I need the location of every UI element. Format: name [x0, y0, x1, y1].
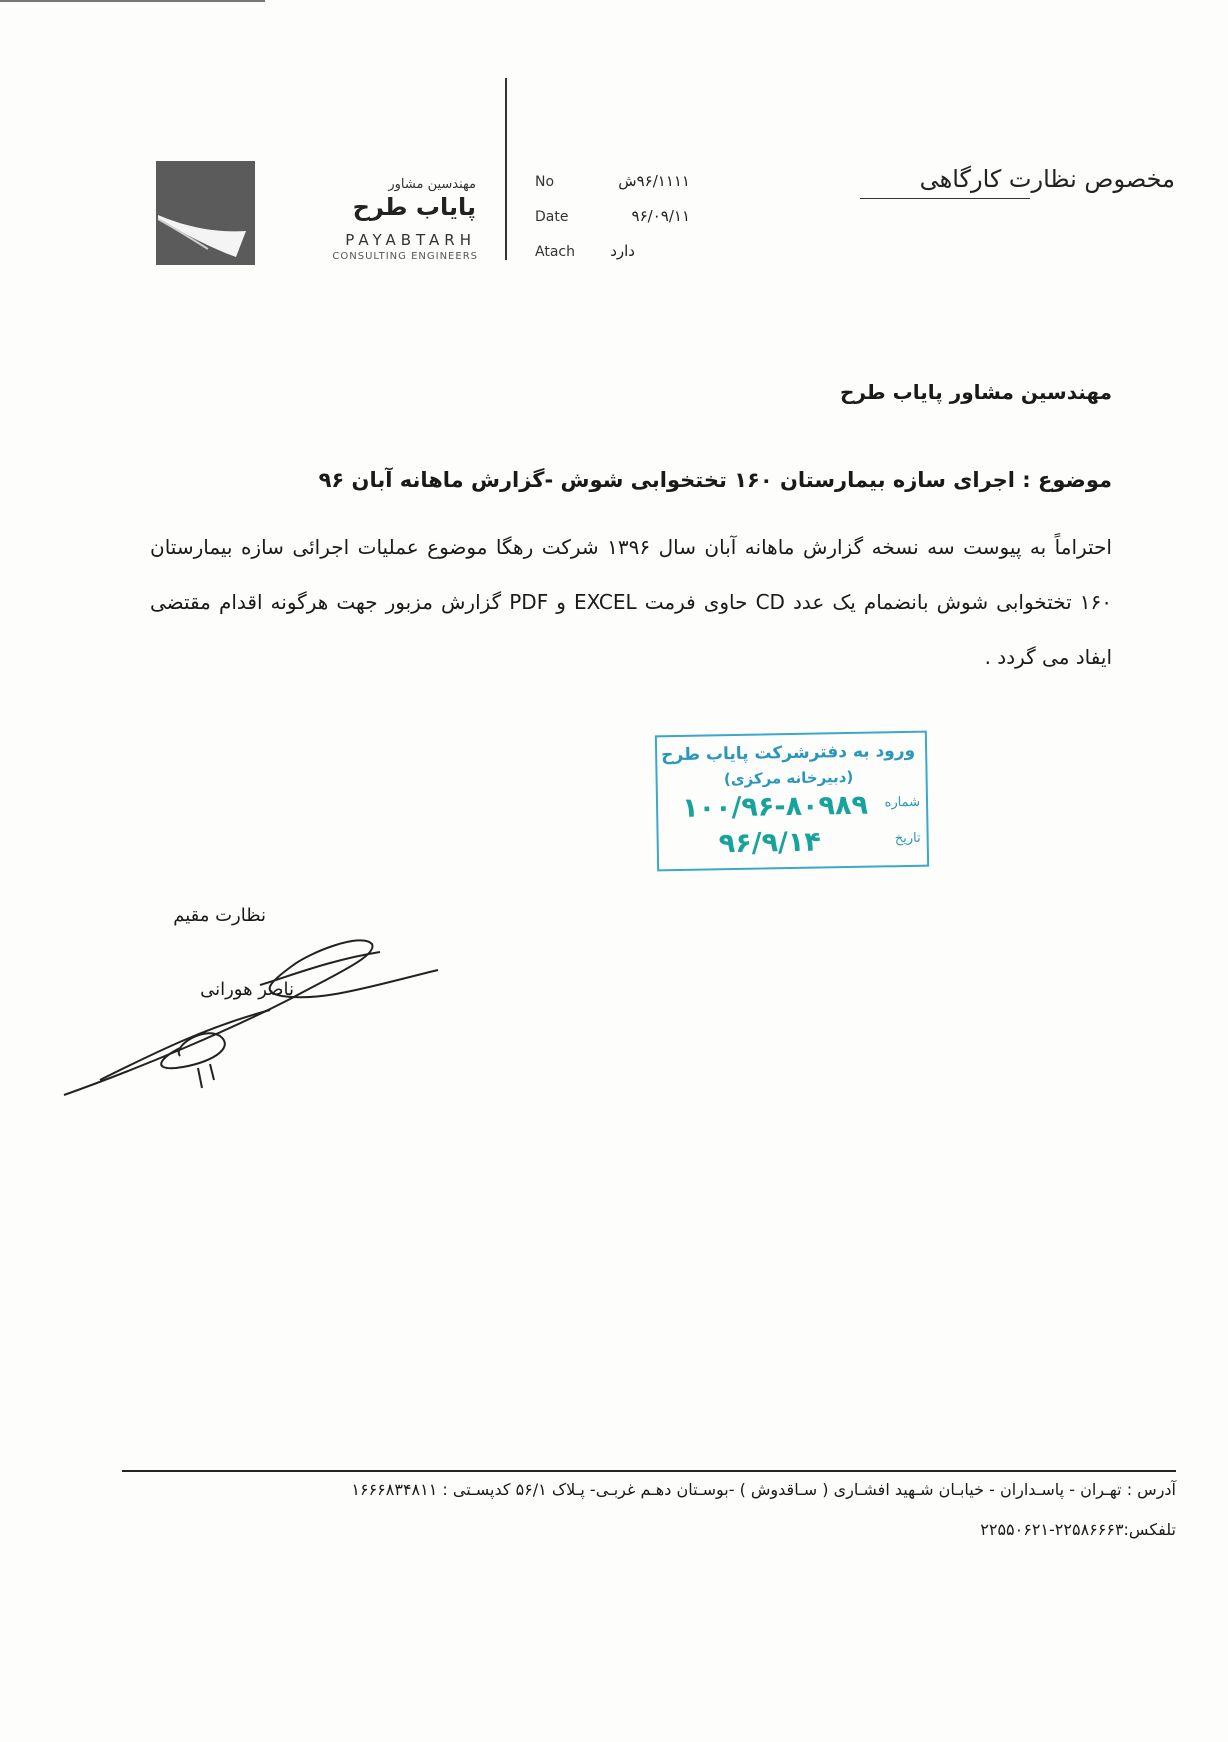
letter-date-value: ۹۶/۰۹/۱۱ — [631, 207, 690, 225]
letter-number-label: No — [535, 174, 555, 190]
logo-subtitle: CONSULTING ENGINEERS — [332, 251, 478, 262]
letter-date-label: Date — [535, 209, 569, 225]
stamp-number: ۱۰۰/۹۶-۸۰۹۸۹ — [681, 789, 869, 824]
letter-subject: موضوع : اجرای سازه بیمارستان ۱۶۰ تختخوابی شوش -گزارش ماهانه آبان ۹۶ — [318, 468, 1112, 492]
stamp-date-label: تاریخ — [894, 830, 921, 847]
scan-top-edge — [0, 0, 265, 2]
letter-body: احتراماً به پیوست سه نسخه گزارش ماهانه آبان سال ۱۳۹۶ شرکت رهگا موضوع عملیات اجرائی سازه بیمارستان ۱۶۰ تختخوابی شوش بانضمام یک عدد CD حاوی فرمت EXCEL و PDF گزارش مزبور جهت هرگونه اقدام مقتضی ایفاد می گردد . — [150, 535, 1113, 669]
logo-company-name: پایاب طرح — [352, 193, 476, 221]
logo-latin-name: PAYABTARH — [345, 231, 476, 249]
footer-address: آدرس : تهـران - پاسـداران - خیابـان شـهید افشـاری ( سـاقدوش ) -بوسـتان دهـم غربـی- پـلاک ۵۶/۱ کدپسـتی : ۱۶۶۶۸۳۴۸۱۱ — [351, 1480, 1176, 1499]
letter-number-value: ۹۶/۱۱۱۱ش — [618, 172, 690, 190]
confidential-label: مخصوص نظارت کارگاهی — [919, 165, 1175, 193]
receipt-stamp — [655, 731, 929, 872]
signer-title: نظارت مقیم — [173, 905, 266, 926]
footer-phone: تلفکس:۲۲۵۸۶۶۶۳-۲۲۵۵۰۶۲۱ — [980, 1520, 1176, 1539]
confidential-underline — [860, 198, 1030, 199]
logo-tagline: مهندسین مشاور — [388, 177, 476, 192]
signer-name: ناصر هورانی — [200, 979, 294, 1000]
handwritten-signature — [60, 930, 440, 1100]
stamp-number-label: شماره — [884, 794, 921, 811]
company-logo-mark — [156, 161, 255, 265]
header-divider — [505, 78, 507, 260]
attachment-label: Atach — [535, 244, 575, 260]
recipient: مهندسین مشاور پایاب طرح — [839, 380, 1112, 404]
stamp-office-line: ورود به دفترشرکت پایاب طرح — [660, 740, 916, 766]
stamp-date: ۹۶/۹/۱۴ — [718, 826, 822, 860]
attachment-value: دارد — [610, 242, 635, 260]
logo-blade-icon — [156, 161, 255, 265]
stamp-secretariat-line: (دبیرخانه مرکزی) — [723, 767, 854, 789]
footer-rule — [122, 1470, 1176, 1472]
